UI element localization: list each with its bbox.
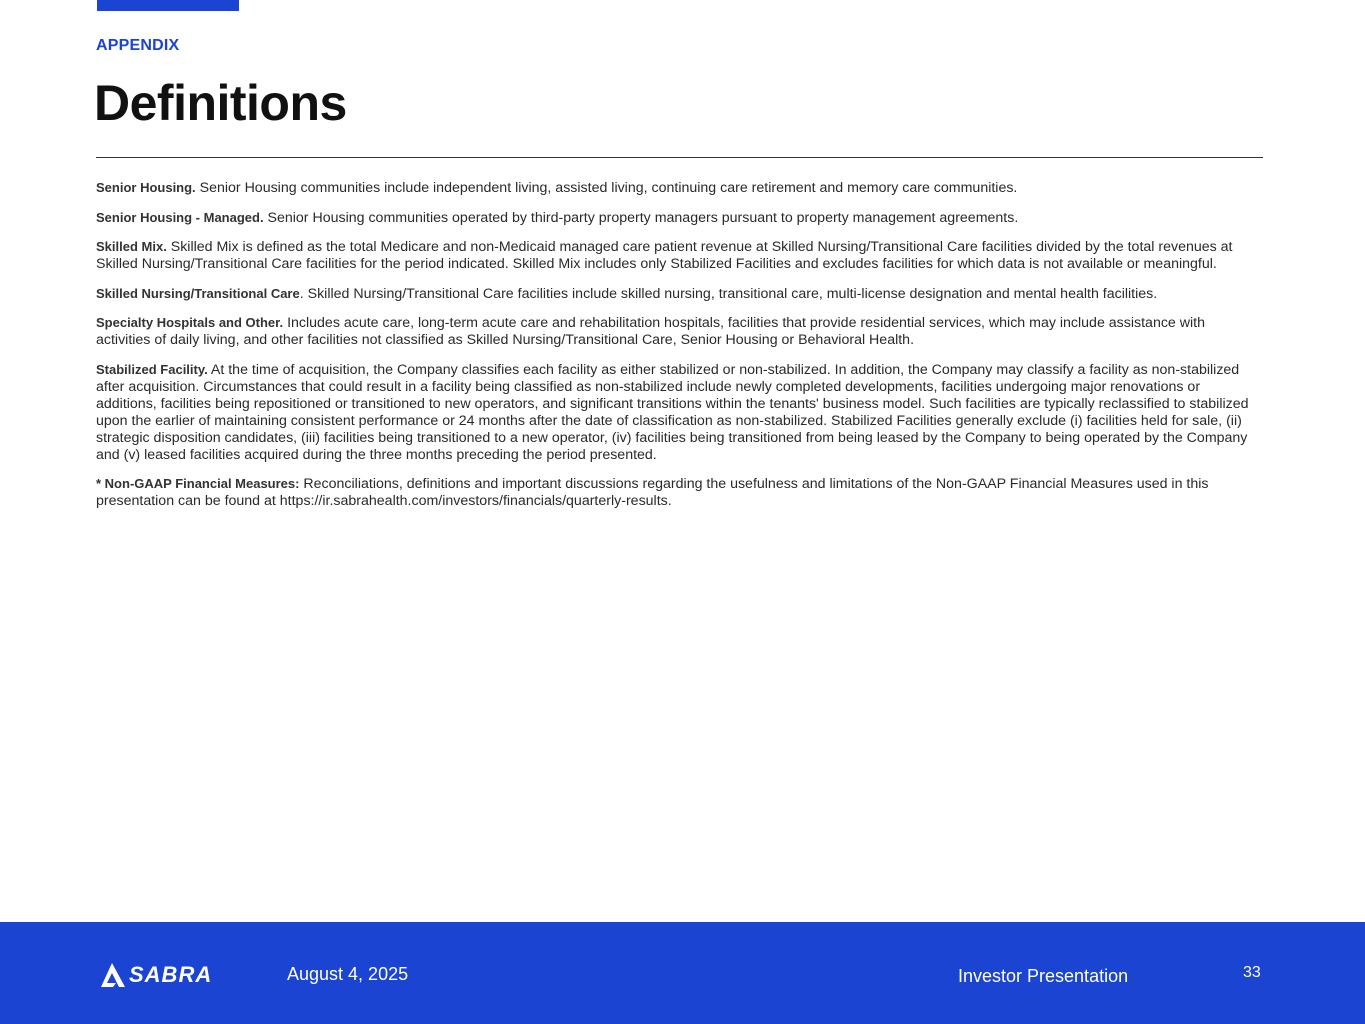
definition-text: Skilled Mix is defined as the total Medicare and non-Medicaid managed care patient revenue at Skilled Nursing/Transitional Care facilities divided by the total revenues at Skilled Nursing/Transitional Care facilities for the period indicated. Skilled Mix includes only Stabilized Facilities and excludes facilities for which data is not available or meaningful. (96, 239, 1233, 272)
footer-presentation-name: Investor Presentation (958, 966, 1129, 986)
definition-term: Specialty Hospitals and Other. (96, 315, 284, 330)
definition-term: Skilled Mix. (96, 239, 167, 254)
sabra-logo-icon (100, 962, 126, 988)
definition-stabilized-facility (96, 361, 1262, 464)
definition-non-gaap (96, 475, 1262, 510)
definition-skilled-mix (96, 238, 1262, 273)
page-number: 33 (1243, 964, 1261, 981)
definition-skilled-nursing (96, 285, 1262, 303)
definition-text: . Skilled Nursing/Transitional Care facilities include skilled nursing, transitional care, multi-license designation and mental health facilities. (299, 285, 1158, 302)
page-title: Definitions (94, 75, 347, 131)
top-accent-bar (97, 0, 239, 11)
logo-wordmark: SABRA (129, 962, 213, 987)
sabra-logo (100, 962, 212, 988)
definition-text: Senior Housing communities operated by third-party property managers pursuant to property management agreements. (263, 209, 1019, 226)
definition-senior-housing (96, 179, 1262, 197)
footer-bar (0, 922, 1365, 1024)
definition-senior-housing-managed (96, 209, 1262, 227)
definition-text: Reconciliations, definitions and important discussions regarding the usefulness and limitations of the Non-GAAP Financial Measures used in this presentation can be found at https://ir.sabrahealth.com/investors/financials/quarterly-results. (96, 476, 1209, 509)
definition-text: Includes acute care, long-term acute care and rehabilitation hospitals, facilities that provide residential services, which may include assistance with activities of daily living, and other facilities not classified as Skilled Nursing/Transitional Care, Senior Housing or Behavioral Health. (96, 315, 1205, 348)
definition-text: At the time of acquisition, the Company classifies each facility as either stabilized or non-stabilized. In addition, the Company may classify a facility as non-stabilized after acquisition. Circumstances that could result in a facility being classified as non-stabilized include newly completed developments, facilities undergoing major renovations or additions, facilities being repositioned or transitioned to new operators, and significant transitions within the tenants' business model. Such facilities are typically reclassified to stabilized upon the earlier of maintaining consistent performance or 24 months after the date of classification as non-stabilized. Stabilized Facilities generally exclude (i) facilities held for sale, (ii) strategic disposition candidates, (iii) facilities being transitioned to a new operator, (iv) facilities being transitioned from being leased by the Company to being operated by the Company and (v) leased facilities acquired during the three months preceding the period presented. (96, 361, 1249, 463)
definition-term: Senior Housing. (96, 180, 196, 195)
definition-text: Senior Housing communities include independent living, assisted living, continuing care retirement and memory care communities. (195, 180, 1018, 196)
section-label: APPENDIX (96, 37, 180, 54)
definition-term: * Non-GAAP Financial Measures: (96, 476, 300, 491)
definition-term: Senior Housing - Managed. (96, 209, 264, 225)
definitions-list (96, 179, 1262, 522)
definition-term: Stabilized Facility. (96, 361, 208, 377)
definition-term: Skilled Nursing/Transitional Care (96, 285, 300, 301)
definition-specialty-hospitals (96, 314, 1262, 349)
footer-date: August 4, 2025 (287, 964, 409, 984)
title-divider (96, 157, 1263, 158)
